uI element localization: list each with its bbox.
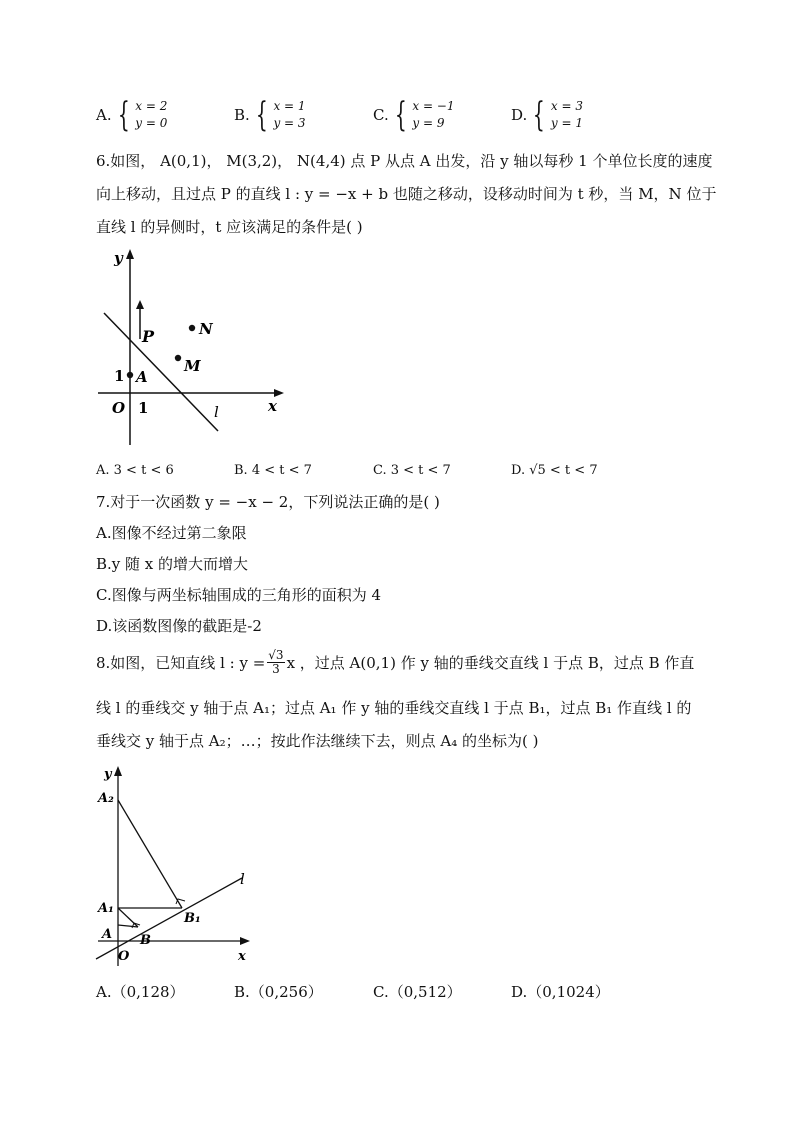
q8-line1-end: x ，过点 A(0,1) 作 y 轴的垂线交直线 l 于点 B，过点 B 作直 (286, 653, 695, 672)
point-m (175, 355, 181, 361)
y-arrowhead-icon (126, 249, 134, 259)
p-arrowhead-icon (136, 300, 144, 309)
q6-line3: 直线 l 的异侧时，t 应该满足的条件是( ) (96, 218, 363, 236)
q8-fraction-num: √3 (268, 648, 284, 662)
q8-option-b: B.（0,256） (234, 983, 323, 1001)
x-arrowhead-icon (240, 937, 250, 945)
fig8-label-a: A (102, 927, 113, 942)
q5-option-b-eq1: x = 1 (273, 99, 306, 113)
q7-option-b: B.y 随 x 的增大而增大 (96, 555, 249, 573)
fig6-label-l: l (214, 403, 219, 421)
q8-fraction-den: 3 (272, 662, 280, 676)
x-arrowhead-icon (274, 389, 284, 397)
q8-line1 (96, 649, 694, 676)
q8-option-d: D.（0,1024） (511, 983, 610, 1001)
q6-option-a: A. 3 < t < 6 (96, 463, 174, 478)
fig6-label-a: A (136, 368, 148, 386)
right-angle-mark-b1-icon (176, 899, 185, 904)
q5-option-b-label: B. (234, 106, 250, 124)
q8-figure (92, 760, 262, 970)
fig8-label-o: O (118, 949, 130, 964)
q5-option-c-eq2: y = 9 (412, 116, 445, 130)
point-n (189, 325, 195, 331)
brace-icon: { (394, 95, 407, 135)
fig6-label-n: N (199, 320, 213, 338)
q7-option-c: C.图像与两坐标轴围成的三角形的面积为 4 (96, 586, 382, 604)
q5-option-a-eq2: y = 0 (135, 116, 168, 130)
q8-option-a: A.（0,128） (96, 983, 185, 1001)
q7-option-d: D.该函数图像的截距是-2 (96, 617, 262, 635)
q7-stem: 7.对于一次函数 y = −x − 2，下列说法正确的是( ) (96, 493, 440, 511)
q8-line2: 线 l 的垂线交 y 轴于点 A₁；过点 A₁ 作 y 轴的垂线交直线 l 于点 B₁，过点 B₁ 作直线 l 的 (96, 699, 692, 717)
q8-line1-start: 8.如图，已知直线 l : y = (96, 653, 266, 672)
y-arrowhead-icon (114, 766, 122, 776)
q6-option-d: D. √5 < t < 7 (511, 463, 598, 478)
q5-option-d (511, 95, 584, 135)
segment-b1a2 (118, 800, 182, 908)
q6-line2: 向上移动，且过点 P 的直线 l : y = −x + b 也随之移动，设移动时间为 t 秒，当 M，N 位于 (96, 185, 717, 203)
q8-option-c: C.（0,512） (373, 983, 462, 1001)
brace-icon: { (255, 95, 268, 135)
q5-option-d-eq1: x = 3 (550, 99, 583, 113)
brace-icon: { (533, 95, 546, 135)
fig6-label-one-y: 1 (114, 367, 125, 385)
fig6-label-o: O (112, 399, 126, 417)
q5-option-d-eq2: y = 1 (550, 116, 584, 130)
fig6-label-y: y (114, 249, 123, 267)
fig8-label-l: l (240, 870, 245, 888)
segment-ab (118, 925, 138, 927)
q5-option-a (96, 95, 168, 135)
q5-option-b (234, 95, 306, 135)
q6-option-c: C. 3 < t < 7 (373, 463, 451, 478)
fig8-label-a1: A₁ (98, 901, 114, 916)
q5-option-c (373, 95, 455, 135)
fig8-label-x: x (238, 949, 246, 964)
fig8-label-b1: B₁ (184, 911, 201, 926)
q5-option-a-eq1: x = 2 (135, 99, 168, 113)
fig6-label-x: x (268, 397, 277, 415)
q5-option-c-label: C. (373, 106, 389, 124)
fig6-label-m: M (184, 357, 201, 375)
point-a (127, 372, 133, 378)
q5-option-c-eq1: x = −1 (412, 99, 455, 113)
q5-option-d-label: D. (511, 106, 528, 124)
fig6-label-p: P (142, 327, 155, 346)
q5-option-a-label: A. (96, 106, 112, 124)
fig6-label-one-x: 1 (138, 399, 149, 417)
q6-line1: 6.如图， A(0,1)， M(3,2)， N(4,4) 点 P 从点 A 出发，沿 y 轴以每秒 1 个单位长度的速度 (96, 152, 713, 170)
q8-line3: 垂线交 y 轴于点 A₂；…；按此作法继续下去，则点 A₄ 的坐标为( ) (96, 732, 539, 750)
segment-ba1 (118, 908, 138, 927)
brace-icon: { (117, 95, 130, 135)
fig8-label-a2: A₂ (98, 791, 114, 806)
q7-option-a: A.图像不经过第二象限 (96, 524, 247, 542)
q6-option-b: B. 4 < t < 7 (234, 463, 312, 478)
q6-figure (96, 245, 296, 450)
q8-fraction (267, 649, 284, 676)
fig8-label-b: B (140, 933, 151, 948)
q5-option-b-eq2: y = 3 (273, 116, 306, 130)
fig8-label-y: y (104, 767, 112, 782)
